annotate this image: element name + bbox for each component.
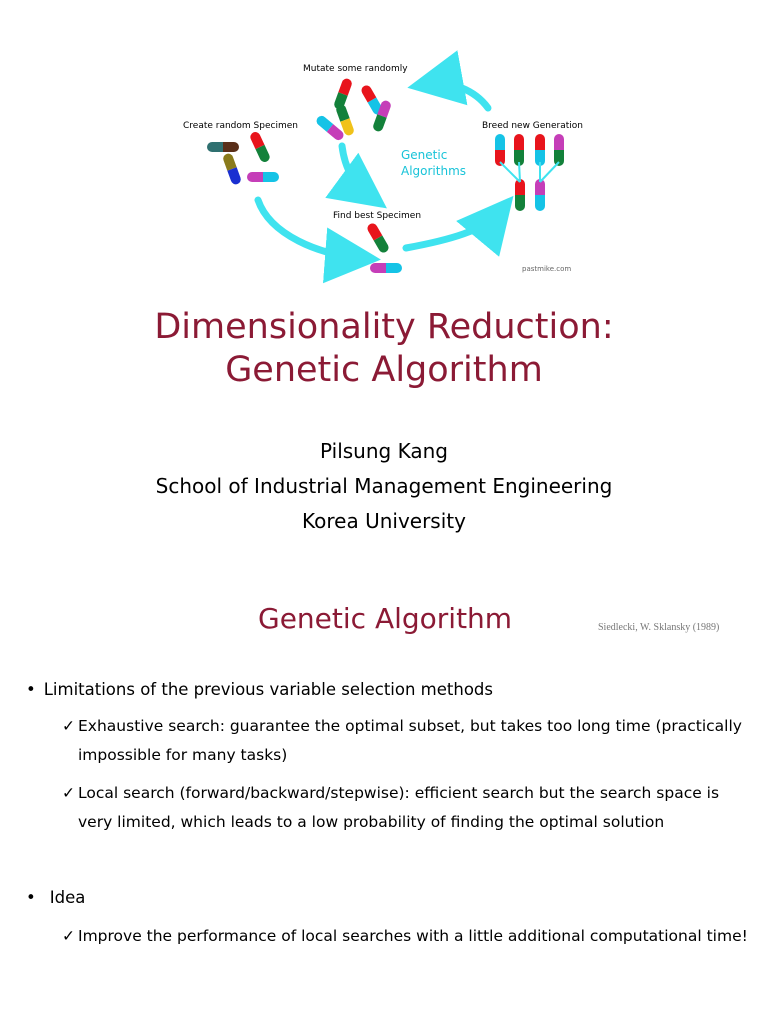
genetic-algorithm-svg — [170, 50, 610, 290]
slide-heading: Genetic Algorithm — [258, 602, 513, 635]
sub-bullet-exhaustive — [62, 712, 762, 770]
checkmark-icon: ✓ — [62, 927, 75, 945]
author-university: Korea University — [302, 509, 466, 533]
breed-connector-line — [519, 162, 520, 182]
bullet-text: Idea — [49, 888, 86, 907]
checkmark-icon: ✓ — [62, 784, 75, 802]
capsule-icon — [222, 152, 242, 185]
center-label-line2: Algorithms — [401, 164, 467, 178]
sub-bullet-text: Local search (forward/backward/stepwise): efficient search but the search space is — [78, 784, 720, 802]
bullet-text: Limitations of the previous variable selection methods — [43, 680, 493, 699]
sub-bullet-text-cont: very limited, which leads to a low probability of finding the optimal solution — [78, 813, 665, 831]
capsule-icon — [249, 130, 272, 163]
curved-arrow-icon — [428, 83, 488, 108]
capsule-icon — [515, 179, 525, 211]
sub-bullet-improve — [62, 922, 762, 951]
curved-arrow-icon — [342, 146, 370, 196]
author-name: Pilsung Kang — [320, 439, 448, 463]
bullet-idea — [26, 888, 85, 907]
author-department: School of Industrial Management Engineering — [155, 474, 613, 498]
find-best-label: Find best Specimen — [333, 211, 422, 221]
capsule-icon — [535, 179, 545, 211]
capsule-icon — [495, 134, 505, 166]
mutate-label: Mutate some randomly — [303, 64, 408, 74]
capsule-icon — [370, 263, 402, 273]
capsule-icon — [514, 134, 524, 166]
create-label: Create random Specimen — [183, 121, 298, 131]
title-line-2: Genetic Algorithm — [225, 350, 543, 390]
sub-bullet-text-cont: impossible for many tasks) — [78, 746, 288, 764]
sub-bullet-text: Improve the performance of local searches with a little additional computational time! — [78, 927, 748, 945]
title-line-1: Dimensionality Reduction: — [154, 307, 614, 347]
bullet-marker: • — [26, 888, 36, 907]
slide-title — [0, 306, 768, 392]
citation: Siedlecki, W. Sklansky (1989) — [598, 622, 720, 633]
center-label-line1: Genetic — [401, 148, 448, 162]
sub-bullet-local — [62, 779, 762, 837]
capsule-icon — [535, 134, 545, 166]
capsule-icon — [366, 222, 391, 255]
capsule-icon — [207, 142, 239, 152]
capsule-group — [207, 77, 564, 273]
capsule-icon — [554, 134, 564, 166]
curved-arrow-icon — [258, 200, 360, 258]
checkmark-icon: ✓ — [62, 717, 75, 735]
sub-bullet-text: Exhaustive search: guarantee the optimal subset, but takes too long time (practically — [78, 717, 742, 735]
bullet-marker: • — [26, 680, 36, 699]
author-block — [0, 434, 768, 539]
bullet-limitations — [26, 680, 493, 699]
genetic-algorithm-diagram — [170, 50, 610, 290]
breed-label: Breed new Generation — [482, 121, 583, 131]
credit-label: pastmike.com — [522, 265, 572, 273]
content-slide — [0, 560, 768, 1024]
capsule-icon — [247, 172, 279, 182]
